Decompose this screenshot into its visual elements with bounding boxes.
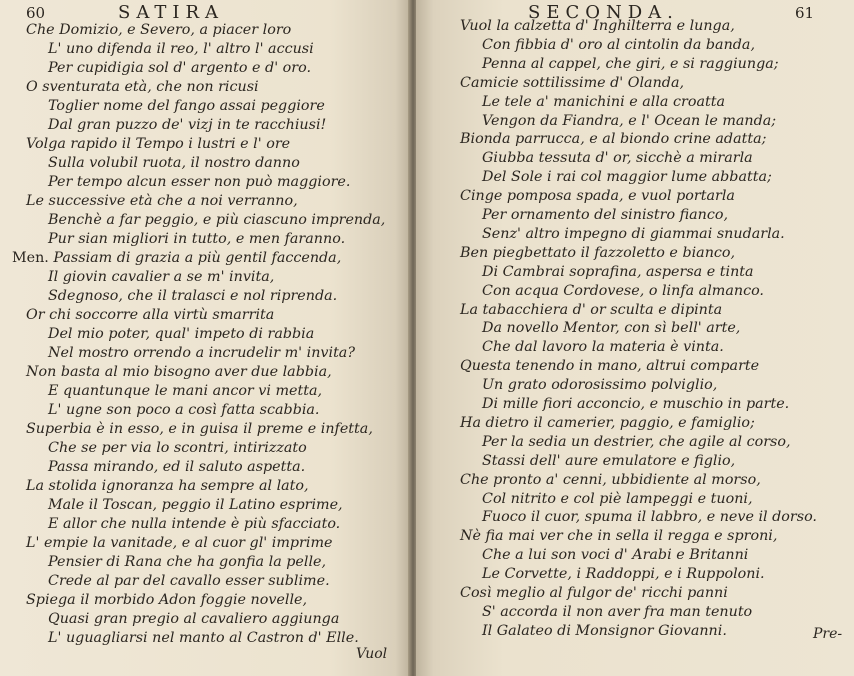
verse-text: La stolida ignoranza ha sempre al lato, <box>26 478 309 494</box>
verse-text: Il giovin cavalier a se m' invita, <box>48 269 275 285</box>
verse-text: Del mio poter, qual' impeto di rabbia <box>48 326 315 342</box>
verse-line <box>12 249 341 267</box>
verse-line <box>482 452 735 470</box>
verse-line <box>26 306 274 324</box>
verse-line <box>482 395 789 413</box>
verse-line <box>48 629 359 647</box>
verse-line <box>48 154 300 172</box>
verse-text: Ha dietro il camerier, paggio, e famiglio; <box>460 414 755 431</box>
verse-line <box>48 458 305 476</box>
verse-line <box>48 515 340 533</box>
verse-text: Nel mostro orrendo a incrudelir m' invita? <box>48 345 355 361</box>
verse-text: Senz' altro impegno di giammai snudarla. <box>482 225 785 242</box>
verse-text: Volga rapido il Tempo i lustri e l' ore <box>26 136 291 152</box>
verse-text: Il Galateo di Monsignor Giovanni. <box>482 622 727 639</box>
verse-text: Or chi soccorre alla virtù smarrita <box>26 307 275 323</box>
verse-line <box>48 40 314 58</box>
verse-line <box>482 168 772 186</box>
verse-text: Con acqua Cordovese, o linfa almanco. <box>482 282 764 299</box>
verse-line <box>460 414 755 432</box>
verse-line <box>460 17 735 35</box>
verse-line <box>482 225 785 243</box>
verse-line <box>482 93 725 111</box>
verse-text: Le successive età che a noi verranno, <box>26 193 298 209</box>
verse-line <box>460 74 684 92</box>
verse-text: Che Domizio, e Severo, a piacer loro <box>26 22 292 38</box>
verse-text: S' accorda il non aver fra man tenuto <box>482 603 753 620</box>
verse-text: Cinge pomposa spada, e vuol portarla <box>460 188 735 205</box>
verse-text: Passiam di grazia a più gentil faccenda, <box>53 250 342 266</box>
verse-line <box>482 282 764 300</box>
verse-line <box>48 572 330 590</box>
verse-text: Camicie sottilissime d' Olanda, <box>460 74 685 91</box>
verse-text: Crede al par del cavallo esser sublime. <box>48 573 330 589</box>
verse-line <box>48 230 345 248</box>
verse-text: Ben piegbettato il fazzoletto e bianco, <box>460 244 736 261</box>
verse-line <box>26 534 332 552</box>
page-number: 60 <box>26 4 46 22</box>
running-title: SATIRA <box>118 2 225 23</box>
verse-text: L' ugne son poco a così fatta scabbia. <box>48 402 320 418</box>
verse-text: Che a lui son voci d' Arabi e Britanni <box>482 547 749 564</box>
verse-text: Per cupidigia sol d' argento e d' oro. <box>48 60 312 76</box>
verse-line <box>482 565 765 583</box>
verse-line <box>482 112 776 130</box>
verse-text: Che se per via lo scontri, intirizzato <box>48 440 307 456</box>
verse-line <box>26 363 332 381</box>
verse-line <box>26 78 259 96</box>
verse-line <box>460 527 777 545</box>
verse-text: Così meglio al fulgor de' ricchi panni <box>460 585 728 601</box>
verse-text: Giubba tessuta d' or, sicchè a mirarla <box>482 150 753 167</box>
verse-text: Fuoco il cuor, spuma il labbro, e neve il dorso. <box>482 509 817 526</box>
verse-line <box>48 325 314 343</box>
verse-text: Male il Toscan, peggio il Latino esprime, <box>48 497 343 513</box>
verse-line <box>482 376 717 394</box>
verse-text: Toglier nome del fango assai peggiore <box>48 98 325 114</box>
verse-text: L' uno difenda il reo, l' altro l' accusi <box>48 41 314 57</box>
verse-text: Con fibbia d' oro al cintolin da banda, <box>482 36 756 53</box>
verse-text: Da novello Mentor, con sì bell' arte, <box>482 320 741 337</box>
verse-text: Sdegnoso, che il tralasci e nol riprenda. <box>48 288 338 304</box>
verse-line <box>460 301 722 319</box>
verse-line <box>482 36 755 54</box>
verse-text: La tabacchiera d' or sculta e dipinta <box>460 301 723 318</box>
verse-text: Di mille fiori acconcio, e muschio in parte. <box>482 396 790 412</box>
verse-text: Questa tenendo in mano, altrui comparte <box>460 358 760 375</box>
verse-line <box>460 244 735 262</box>
verse-line <box>26 420 373 438</box>
verse-text: Che dal lavoro la materia è vinta. <box>482 339 724 356</box>
verse-text: Per la sedia un destrier, che agile al corso, <box>482 433 791 450</box>
verse-text: E allor che nulla intende è più sfacciato. <box>48 516 341 532</box>
verse-text: L' empie la vanitade, e al cuor gl' imprime <box>26 535 333 551</box>
verse-line <box>482 319 740 337</box>
verse-text: Un grato odorosissimo polviglio, <box>482 377 718 394</box>
verse-line <box>48 268 274 286</box>
catchword: Vuol <box>356 646 388 662</box>
verse-line <box>26 192 298 210</box>
verse-text: Spiega il morbido Adon foggie novelle, <box>26 592 308 608</box>
verse-text: Pur sian migliori in tutto, e men faranno. <box>48 231 346 247</box>
verse-text: O sventurata età, che non ricusi <box>26 79 259 95</box>
verse-line <box>460 187 735 205</box>
verse-text: Vuol la calzetta d' Inghilterra e lunga, <box>460 18 735 34</box>
verse-line <box>48 173 350 191</box>
verse-line <box>482 603 752 621</box>
verse-line <box>48 211 385 229</box>
verse-line <box>460 584 728 602</box>
verse-text: Stassi dell' aure emulatore e figlio, <box>482 452 736 469</box>
verse-text: Le tele a' manichini e alla croatta <box>482 93 725 110</box>
verse-text: Per tempo alcun esser non può maggiore. <box>48 174 351 190</box>
verse-text: Del Sole i rai col maggior lume abbatta; <box>482 169 772 186</box>
verse-text: Penna al cappel, che giri, e si raggiunga; <box>482 55 779 72</box>
verse-line <box>482 338 724 356</box>
verse-line <box>482 433 791 451</box>
verse-line <box>26 21 291 39</box>
verse-line <box>460 471 761 489</box>
verse-text: Superbia è in esso, e in guisa il preme e infetta, <box>26 421 373 437</box>
verse-line <box>48 97 325 115</box>
verse-line <box>48 116 326 134</box>
verse-text: Vengon da Fiandra, e l' Ocean le manda; <box>482 112 777 129</box>
verse-text: Di Cambrai soprafina, aspersa e tinta <box>482 263 754 280</box>
verse-text: Sulla volubil ruota, il nostro danno <box>48 155 300 171</box>
verse-line <box>482 206 728 224</box>
verse-text: Per ornamento del sinistro fianco, <box>482 207 729 223</box>
verse-line <box>26 591 307 609</box>
verse-line <box>482 508 817 526</box>
verse-line <box>48 610 339 628</box>
left-page <box>0 0 412 676</box>
speaker-label: Men. <box>12 250 54 266</box>
verse-text: Bionda parrucca, e al biondo crine adatta; <box>460 131 767 148</box>
verse-text: Le Corvette, i Raddoppi, e i Ruppoloni. <box>482 566 765 583</box>
running-title: SECONDA. <box>528 2 679 23</box>
verse-line <box>48 287 337 305</box>
verse-line <box>482 55 779 73</box>
right-page <box>416 0 854 676</box>
verse-text: E quantunque le mani ancor vi metta, <box>48 383 323 399</box>
verse-line <box>48 382 322 400</box>
verse-line <box>482 622 727 640</box>
catchword: Pre- <box>813 626 843 642</box>
verse-line <box>48 439 307 457</box>
verse-line <box>482 149 753 167</box>
verse-line <box>460 357 759 375</box>
verse-text: Quasi gran pregio al cavaliero aggiunga <box>48 611 340 627</box>
page-number: 61 <box>795 4 815 22</box>
verse-text: Che pronto a' cenni, ubbidiente al morso, <box>460 471 761 488</box>
verse-line <box>48 344 355 362</box>
verse-line <box>48 59 311 77</box>
verse-text: Col nitrito e col piè lampeggi e tuoni, <box>482 490 753 507</box>
verse-line <box>48 496 343 514</box>
verse-text: L' uguagliarsi nel manto al Castron d' Elle. <box>48 630 359 646</box>
verse-line <box>26 135 290 153</box>
verse-text: Passa mirando, ed il saluto aspetta. <box>48 459 306 475</box>
verse-text: Benchè a far peggio, e più ciascuno imprenda, <box>48 212 386 228</box>
verse-text: Pensier di Rana che ha gonfia la pelle, <box>48 554 327 570</box>
verse-text: Non basta al mio bisogno aver due labbia, <box>26 364 332 380</box>
verse-line <box>48 401 319 419</box>
verse-line <box>460 130 766 148</box>
verse-line <box>482 490 753 508</box>
verse-line <box>482 263 754 281</box>
verse-text: Dal gran puzzo de' vizj in te racchiusi! <box>48 117 327 133</box>
verse-line <box>482 546 748 564</box>
verse-line <box>48 553 326 571</box>
verse-text: Nè fia mai ver che in sella il regga e sproni, <box>460 528 778 545</box>
verse-line <box>26 477 309 495</box>
